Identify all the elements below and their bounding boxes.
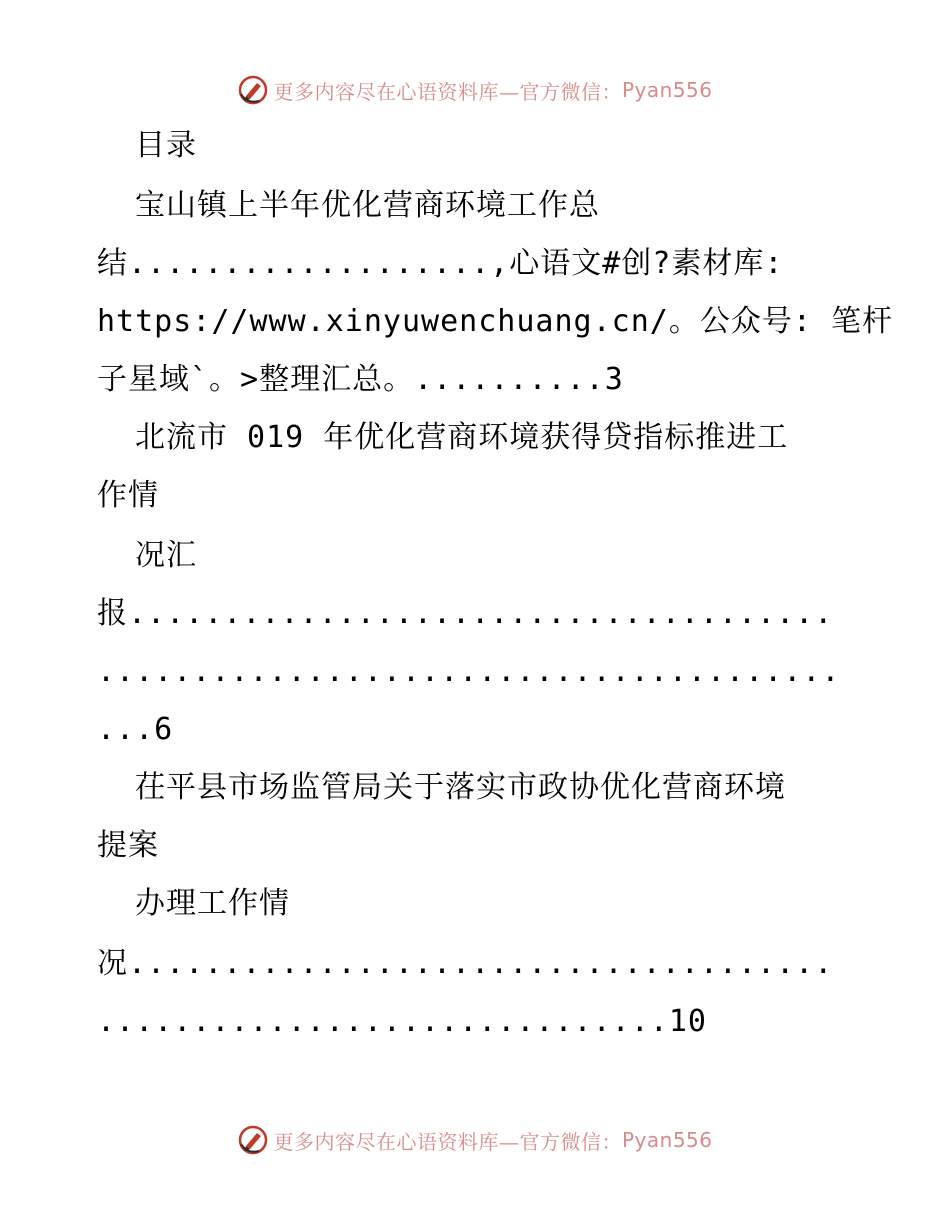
- toc-entry-3-dots: 况.....................................: [97, 946, 834, 981]
- toc-entry-3-line: 提案: [97, 828, 159, 863]
- footer-banner: [0, 1120, 950, 1160]
- toc-entry-2-line: 况汇: [135, 538, 197, 573]
- toc-entry-1-page: 子星域`。>整理汇总。..........3: [97, 362, 624, 397]
- pen-logo-icon: [237, 1124, 269, 1156]
- banner-wechat-id: Pyan556: [621, 78, 713, 102]
- toc-entry-2-page: ...6: [97, 712, 174, 747]
- header-banner: [0, 70, 950, 110]
- toc-heading: 目录: [135, 128, 197, 163]
- toc-entry-2-dots: .......................................: [97, 654, 841, 689]
- toc-entry-3-line: 办理工作情: [135, 886, 290, 921]
- toc-entry-3-title: 茌平县市场监管局关于落实市政协优化营商环境: [135, 770, 786, 805]
- pen-logo-icon: [237, 74, 269, 106]
- toc-entry-1-url: https://www.xinyuwenchuang.cn/。公众号: 笔杆: [97, 304, 893, 339]
- toc-entry-2-title: 北流市 019 年优化营商环境获得贷指标推进工: [135, 420, 789, 455]
- banner-wechat-id: Pyan556: [621, 1128, 713, 1152]
- banner-text: 更多内容尽在心语资料库—官方微信：: [273, 1129, 622, 1154]
- toc-entry-1-title: 宝山镇上半年优化营商环境工作总: [135, 188, 600, 223]
- toc-entry-2-line: 作情: [97, 478, 159, 513]
- banner-text: 更多内容尽在心语资料库—官方微信：: [273, 79, 622, 104]
- toc-entry-2-dots: 报.....................................: [97, 596, 834, 631]
- toc-entry-3-page: ..............................10: [97, 1004, 707, 1039]
- toc-entry-1-line: 结...................,心语文#创?素材库:: [97, 246, 784, 281]
